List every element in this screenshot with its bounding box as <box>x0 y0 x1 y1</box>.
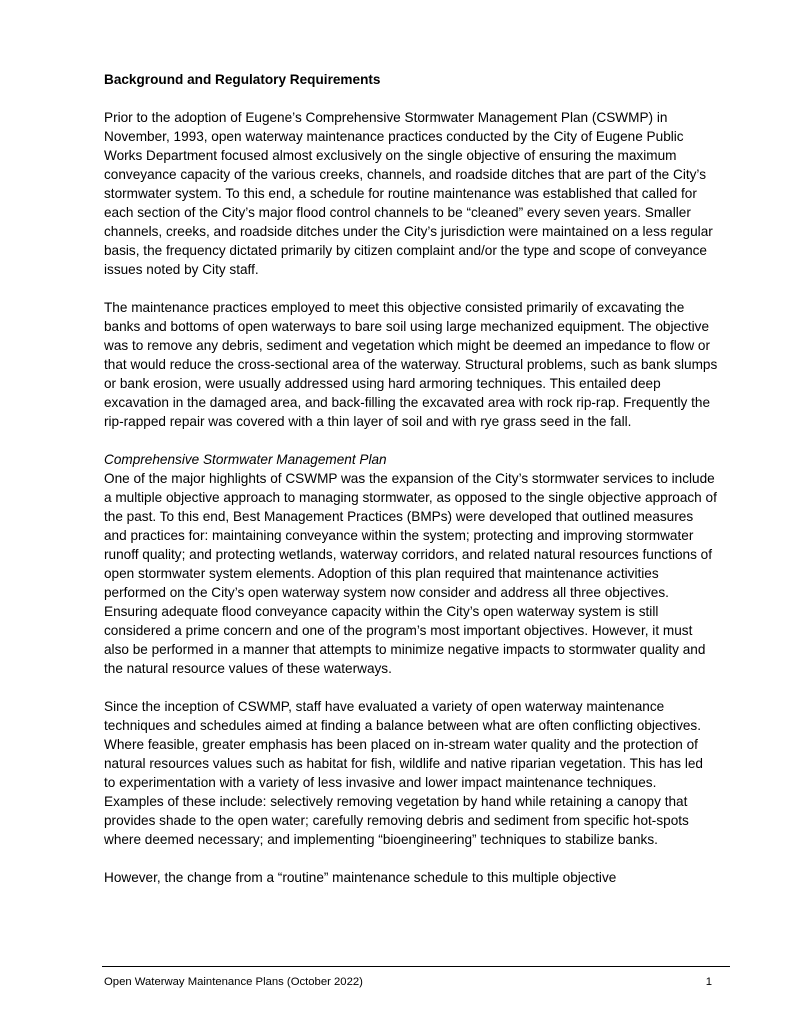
footer-title: Open Waterway Maintenance Plans (October 2022) <box>104 976 363 988</box>
paragraph-maintenance-practices: The maintenance practices employed to meet this objective consisted primarily of excavating the banks and bottoms of open waterways to bare soil using large mechanized equipment. The objective was to remove any debris, sediment and vegetation which might be deemed an impedance to flow or that would reduce the cross-sectional area of the waterway. Structural problems, such as bank slumps or bank erosion, were usually addressed using hard armoring techniques. This entailed deep excavation in the damaged area, and back-filling the excavated area with rock rip-rap. Frequently the rip-rapped repair was covered with a thin layer of soil and with rye grass seed in the fall. <box>104 300 718 429</box>
page-number: 1 <box>705 976 712 988</box>
paragraph-change-schedule: However, the change from a “routine” maintenance schedule to this multiple objective <box>104 870 617 885</box>
subheading-cswmp: Comprehensive Stormwater Management Plan <box>104 452 387 467</box>
paragraph-since-inception: Since the inception of CSWMP, staff have evaluated a variety of open waterway maintenance techniques and schedules aimed at finding a balance between what are often conflicting objectives. Where feasible, greater emphasis has been placed on in-stream water quality and the protection of natural resources values such as habitat for fish, wildlife and native riparian vegetation. This has led to experimentation with a variety of less invasive and lower impact maintenance techniques. Examples of these include: selectively removing vegetation by hand while retaining a canopy that provides shade to the open water; carefully removing debris and sediment from specific hot-spots where deemed necessary; and implementing “bioengineering” techniques to stabilize banks. <box>104 699 703 847</box>
section-heading: Background and Regulatory Requirements <box>104 72 381 87</box>
paragraph-prior-practices: Prior to the adoption of Eugene’s Comprehensive Stormwater Management Plan (CSWMP) in November, 1993, open waterway maintenance practices conducted by the City of Eugene Public Works Department focused almost exclusively on the single objective of ensuring the maximum conveyance capacity of the various creeks, channels, and roadside ditches that are part of the City’s stormwater system. To this end, a schedule for routine maintenance was established that called for each section of the City’s major flood control channels to be “cleaned” every seven years. Smaller channels, creeks, and roadside ditches under the City’s jurisdiction were maintained on a less regular basis, the frequency dictated primarily by citizen complaint and/or the type and scope of conveyance issues noted by City staff. <box>104 110 713 277</box>
footer-divider <box>102 966 730 967</box>
page-footer <box>104 975 712 989</box>
paragraph-cswmp-highlights: One of the major highlights of CSWMP was the expansion of the City’s stormwater services to include a multiple objective approach to managing stormwater, as opposed to the single objective approach of the past. To this end, Best Management Practices (BMPs) were developed that outlined measures and practices for: maintaining conveyance within the system; protecting and improving stormwater runoff quality; and protecting wetlands, waterway corridors, and related natural resources functions of open stormwater system elements. Adoption of this plan required that maintenance activities performed on the City’s open waterway system now consider and address all three objectives. Ensuring adequate flood conveyance capacity within the City’s open waterway system is still considered a prime concern and one of the program’s most important objectives. However, it must also be performed in a manner that attempts to minimize negative impacts to stormwater quality and the natural resource values of these waterways. <box>104 471 717 676</box>
page-body <box>104 70 718 887</box>
